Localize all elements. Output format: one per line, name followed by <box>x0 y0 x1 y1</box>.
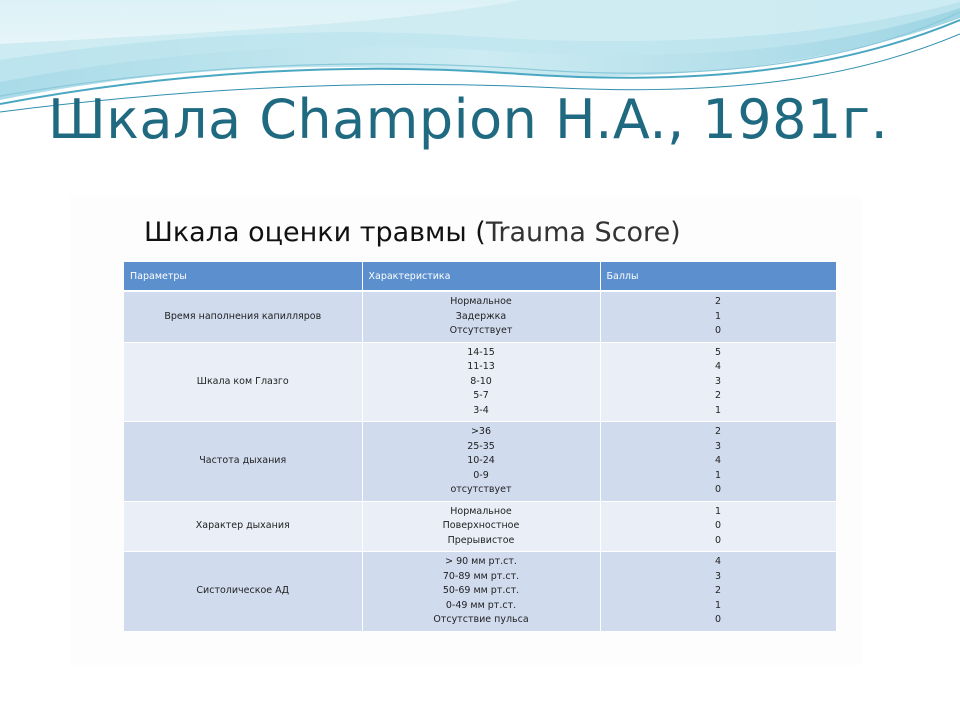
points-value: 4 <box>714 361 722 372</box>
points-value: 1 <box>714 404 722 416</box>
characteristic-value: 11-13 <box>467 361 495 372</box>
characteristic-cell <box>362 342 600 422</box>
points-value: 1 <box>714 469 722 481</box>
characteristic-value: 5-7 <box>473 390 489 401</box>
characteristic-cell <box>362 291 600 342</box>
characteristic-cell <box>362 422 600 502</box>
points-value: 2 <box>714 296 722 307</box>
table-row <box>124 552 836 631</box>
characteristic-value: Поверхностное <box>442 520 520 531</box>
characteristic-value: Нормальное <box>450 505 512 517</box>
characteristic-value: Прерывистое <box>447 534 515 546</box>
table-row <box>124 422 836 502</box>
points-cell <box>600 291 836 342</box>
points-value: 4 <box>714 556 722 567</box>
points-value: 1 <box>714 599 722 611</box>
points-value: 0 <box>714 325 722 336</box>
characteristic-value: Задержка <box>455 310 507 322</box>
table-row <box>124 342 836 422</box>
points-value: 4 <box>714 455 722 466</box>
characteristic-value: 10-24 <box>467 455 495 466</box>
points-value: 3 <box>714 375 722 387</box>
characteristic-value: 25-35 <box>467 440 495 452</box>
characteristic-value: 0-9 <box>473 469 489 481</box>
trauma-score-table <box>124 262 837 631</box>
characteristic-value: > 90 мм рт.ст. <box>445 556 517 567</box>
table-header-row <box>124 262 836 291</box>
points-value: 0 <box>714 520 722 531</box>
points-cell <box>600 342 836 422</box>
characteristic-value: 50-69 мм рт.ст. <box>442 585 520 596</box>
table-row <box>124 291 836 342</box>
parameter-cell: Систолическое АД <box>124 552 362 631</box>
slide-title: Шкала Champion H.A., 1981г. <box>48 88 889 151</box>
characteristic-value: >36 <box>470 426 492 437</box>
points-value: 1 <box>714 310 722 322</box>
header-characteristic: Характеристика <box>362 262 600 291</box>
points-value: 0 <box>714 484 722 495</box>
characteristic-value: 14-15 <box>467 346 495 358</box>
points-value: 2 <box>714 585 722 596</box>
parameter-cell: Шкала ком Глазго <box>124 342 362 422</box>
characteristic-value: Нормальное <box>450 296 512 307</box>
points-value: 0 <box>714 534 722 546</box>
parameter-cell: Частота дыхания <box>124 422 362 502</box>
parameter-cell: Характер дыхания <box>124 501 362 552</box>
characteristic-value: 70-89 мм рт.ст. <box>442 570 520 582</box>
characteristic-value: Отсутствие пульса <box>433 614 529 625</box>
header-points: Баллы <box>600 262 836 291</box>
subtitle-ru: Шкала оценки травмы ( <box>144 217 486 248</box>
subtitle-en: Trauma Score) <box>485 217 681 248</box>
points-value: 5 <box>714 346 722 358</box>
points-value: 3 <box>714 440 722 452</box>
points-value: 1 <box>714 505 722 517</box>
characteristic-value: Отсутствует <box>449 325 513 336</box>
header-parameters: Параметры <box>124 262 362 291</box>
characteristic-value: 3-4 <box>473 404 489 416</box>
parameter-cell: Время наполнения капилляров <box>124 291 362 342</box>
points-cell <box>600 422 836 502</box>
characteristic-cell <box>362 552 600 631</box>
points-value: 2 <box>714 426 722 437</box>
table-body <box>124 291 836 631</box>
characteristic-value: отсутствует <box>450 484 512 495</box>
characteristic-cell <box>362 501 600 552</box>
points-value: 3 <box>714 570 722 582</box>
points-value: 0 <box>714 614 722 625</box>
points-value: 2 <box>714 390 722 401</box>
table-row <box>124 501 836 552</box>
characteristic-value: 0-49 мм рт.ст. <box>445 599 517 611</box>
characteristic-value: 8-10 <box>470 375 492 387</box>
points-cell <box>600 501 836 552</box>
table-subtitle <box>144 217 681 248</box>
points-cell <box>600 552 836 631</box>
